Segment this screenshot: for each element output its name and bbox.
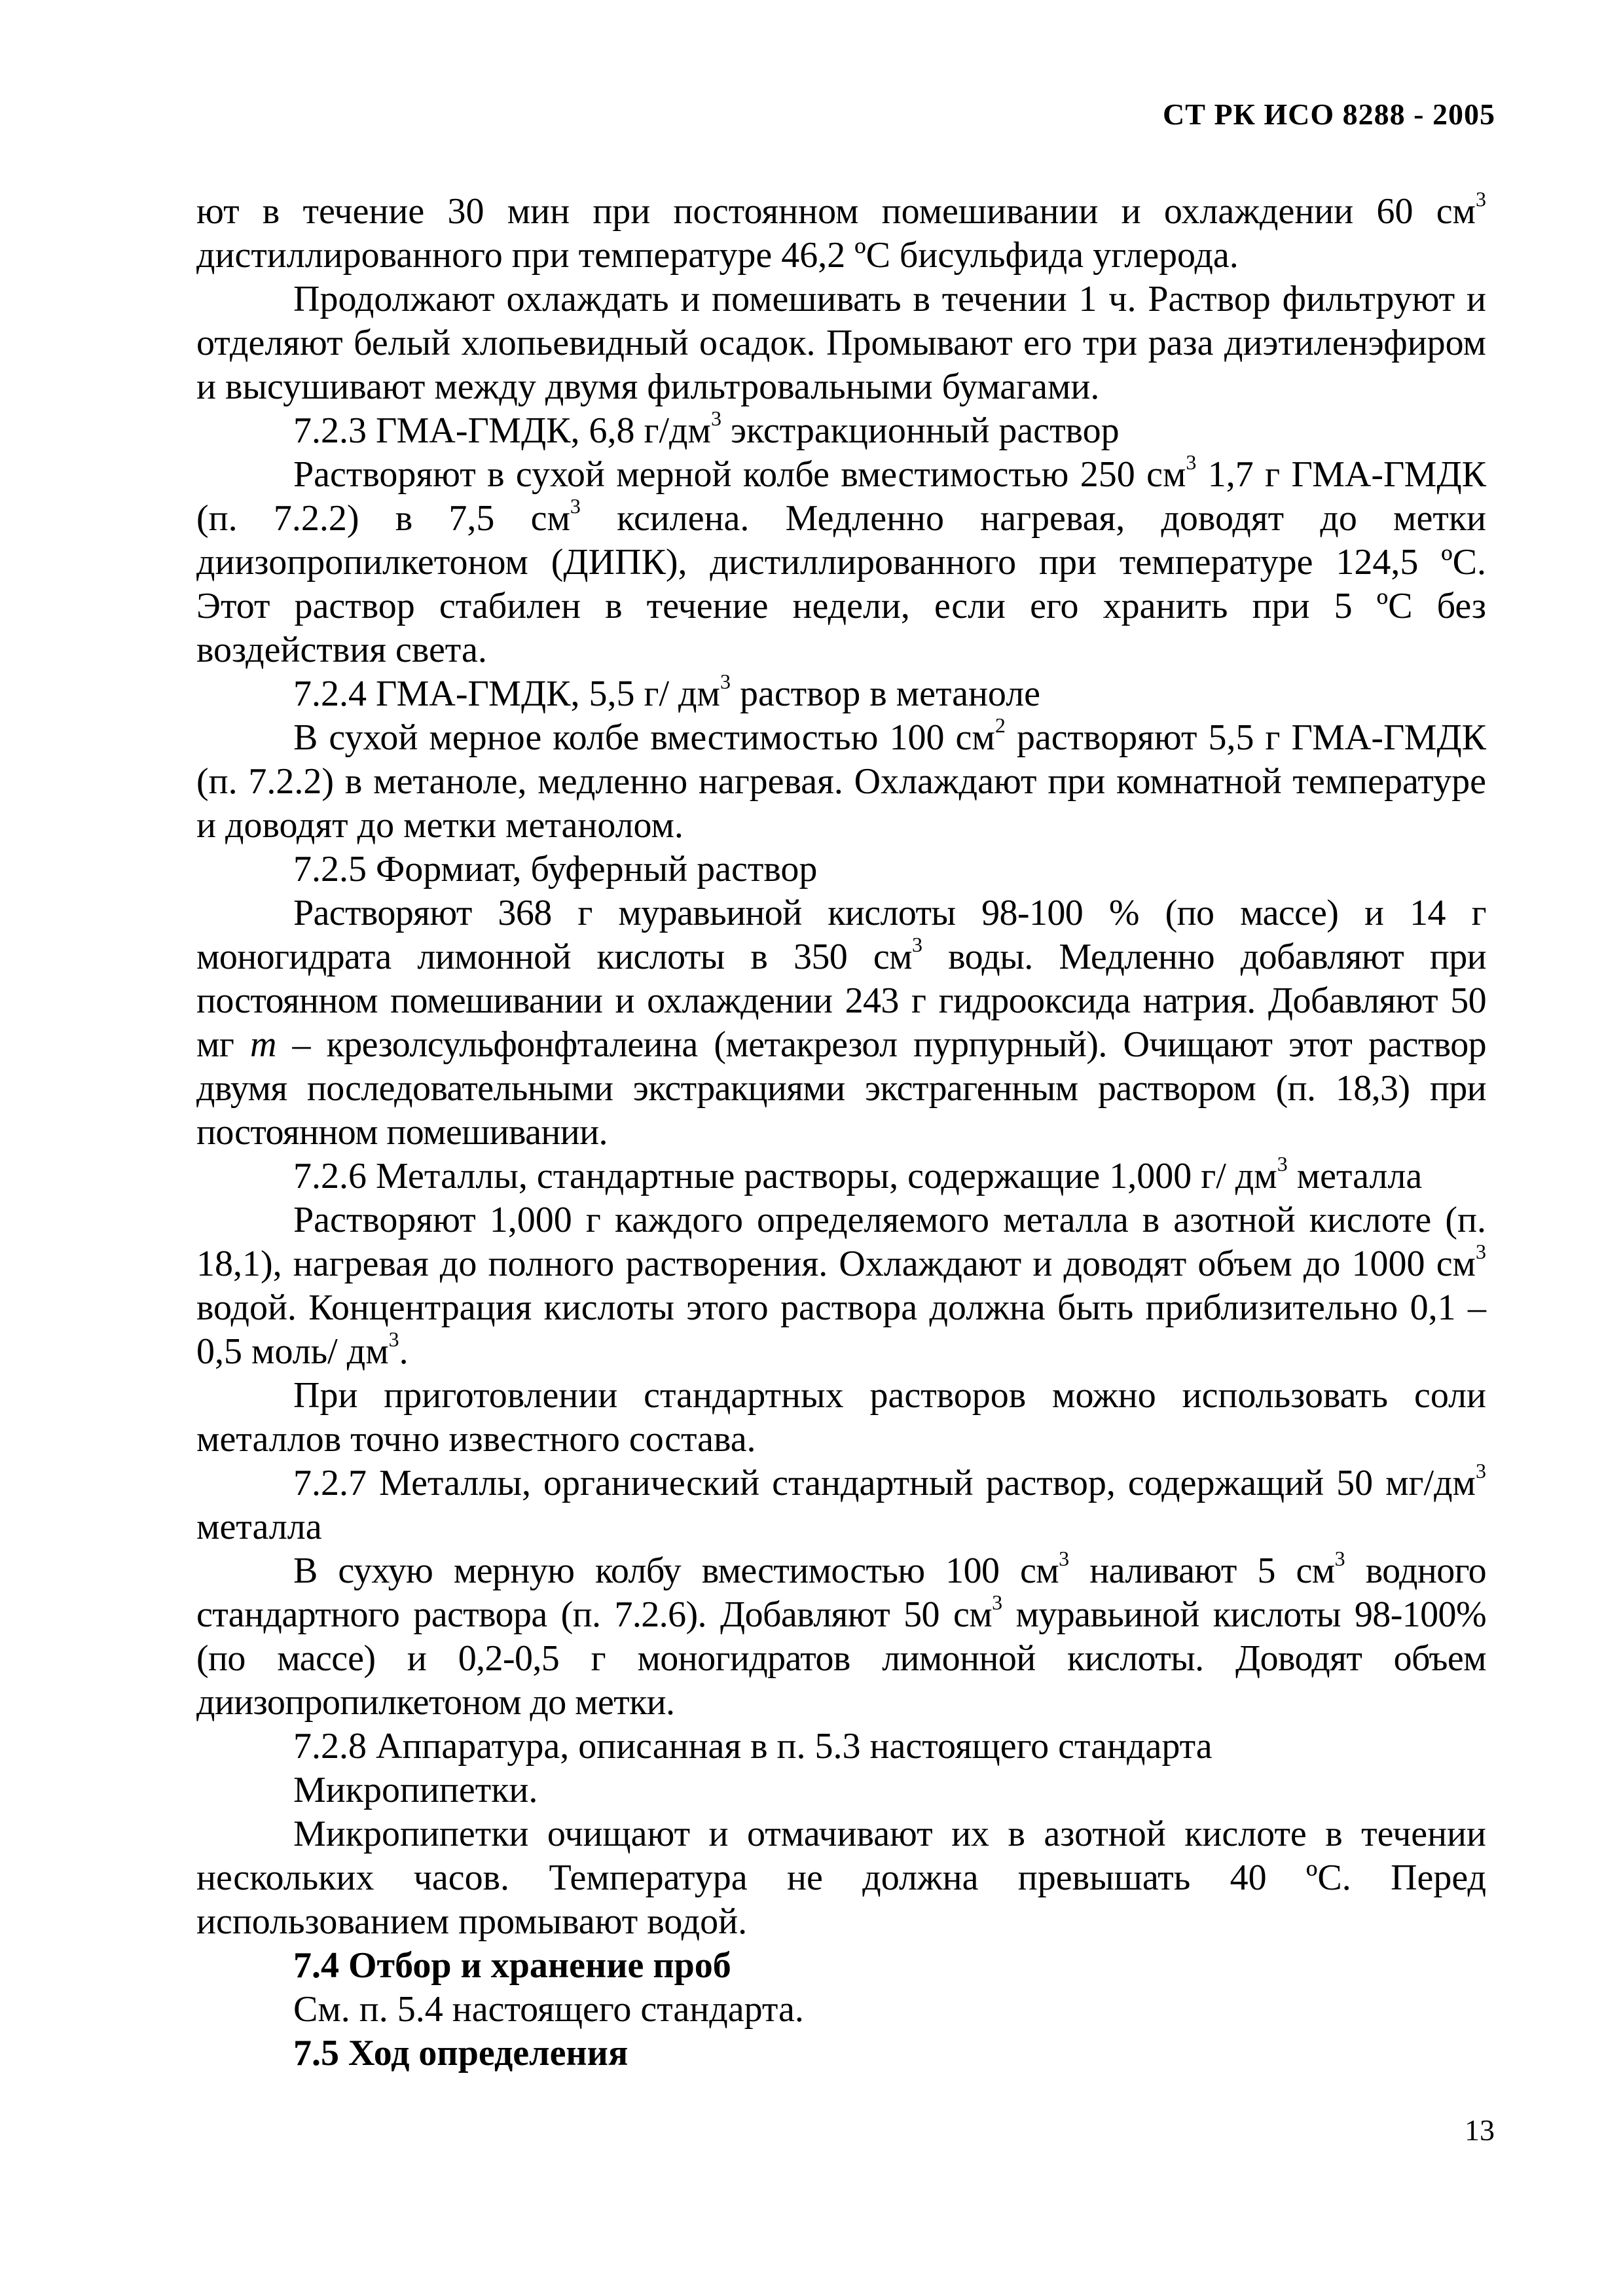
paragraph-continuation: ют в течение 30 мин при постоянном помешивании и охлаждении 60 $см^3$ дистиллированного при температуре 46,2 ºС бисульфида углерода. bbox=[196, 187, 1486, 276]
section-heading-7-4: 7.4 Отбор и хранение проб bbox=[293, 1945, 731, 1986]
section-heading-7-5: 7.5 Ход определения bbox=[293, 2033, 629, 2073]
paragraph: Растворяют 1,000 г каждого определяемого металла в азотной кислоте (п. 18,1), нагревая до полного растворения. Охлаждают и доводят объем до 1000 $см^3$ водой. Концентрация кислоты этого раствора должна быть приблизительно 0,1 – 0,5 моль/ $дм^3$. bbox=[196, 1200, 1486, 1372]
paragraph: При приготовлении стандартных растворов можно использовать соли металлов точно известного состава. bbox=[196, 1375, 1486, 1460]
page-number: 13 bbox=[1465, 2113, 1495, 2147]
section-heading-7-2-3: 7.2.3 ГМА-ГМДК, 6,8 $г/дм^3$ экстракционный раствор bbox=[293, 406, 1120, 451]
section-heading-7-2-5: 7.2.5 Формиат, буферный раствор bbox=[293, 849, 818, 889]
paragraph: Растворяют в сухой мерной колбе вместимостью 250 $см^3$ 1,7 г ГМА-ГМДК (п. 7.2.2) в 7,5 $см^3$ ксилена. Медленно нагревая, доводят до метки диизопропилкетоном (ДИПК), дистиллированного при температуре 124,5 ºС. Этот раствор стабилен в течение недели, если его хранить при 5 ºС без воздействия света. bbox=[196, 450, 1487, 670]
paragraph: Продолжают охлаждать и помешивать в течении 1 ч. Раствор фильтруют и отделяют белый хлопьевидный осадок. Промывают его три раза диэтиленэфиром и высушивают между двумя фильтровальными бумагами. bbox=[196, 279, 1486, 407]
section-heading-7-2-8: 7.2.8 Аппаратура, описанная в п. 5.3 настоящего стандарта bbox=[293, 1726, 1213, 1767]
document-header: СТ РК ИСО 8288 - 2005 bbox=[1163, 98, 1495, 131]
section-heading-7-2-4: 7.2.4 ГМА-ГМДК, 5,5 г/ $дм^3$ раствор в метаноле bbox=[293, 670, 1040, 714]
paragraph: В сухую мерную колбу вместимостью 100 $см^3$ наливают 5 $см^3$ водного стандартного раствора (п. 7.2.6). Добавляют 50 $см^3$ муравьиной кислоты 98-100% (по массе) и 0,2-0,5 г моногидратов лимонной кислоты. Доводят объем диизопропилкетоном до метки. bbox=[196, 1547, 1486, 1723]
paragraph: Растворяют 368 г муравьиной кислоты 98-100 % (по массе) и 14 г моногидрата лимонной кислоты в 350 $см^3$ воды. Медленно добавляют при постоянном помешивании и охлаждении 243 г гидрооксида натрия. Добавляют 50 мг m – крезолсульфонфталеина (метакрезол пурпурный). Очищают этот раствор двумя последовательными экстракциями экстрагенным раствором (п. 18,3) при постоянном помешивании. bbox=[196, 893, 1487, 1153]
section-heading-7-2-7: 7.2.7 Металлы, органический стандартный раствор, содержащий 50 $мг/дм^3$ металла bbox=[196, 1459, 1486, 1547]
paragraph: Микропипетки. bbox=[293, 1770, 538, 1810]
paragraph: В сухой мерное колбе вместимостью 100 $см^2$ растворяют 5,5 г ГМА-ГМДК (п. 7.2.2) в метаноле, медленно нагревая. Охлаждают при комнатной температуре и доводят до метки метанолом. bbox=[196, 713, 1486, 846]
document-body bbox=[196, 187, 1487, 2075]
paragraph: Микропипетки очищают и отмачивают их в азотной кислоте в течении нескольких часов. Температура не должна превышать 40 ºС. Перед использованием промывают водой. bbox=[196, 1814, 1486, 1942]
section-heading-7-2-6: 7.2.6 Металлы, стандартные растворы, содержащие 1,000 г/ $дм^3$ металла bbox=[293, 1152, 1423, 1196]
paragraph: См. п. 5.4 настоящего стандарта. bbox=[293, 1989, 804, 2030]
